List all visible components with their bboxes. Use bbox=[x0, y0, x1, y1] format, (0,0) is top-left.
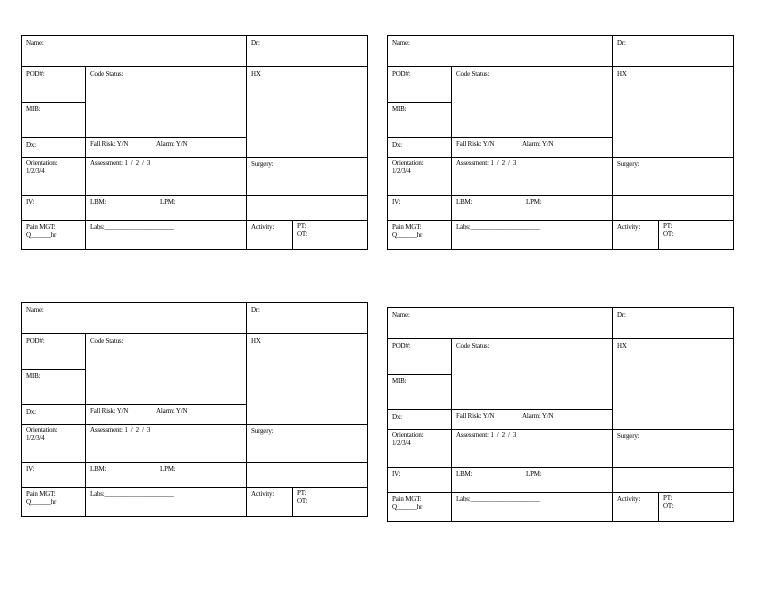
activity-label: Activity: bbox=[617, 495, 641, 503]
dx-label: Dx: bbox=[392, 413, 402, 421]
code-status-label: Code Status: bbox=[456, 70, 490, 78]
orientation-value: 1/2/3/4 bbox=[392, 439, 411, 447]
row-iv bbox=[22, 195, 367, 220]
patient-card bbox=[21, 302, 368, 517]
row-iv bbox=[388, 195, 733, 220]
row-pain bbox=[388, 220, 733, 249]
activity-label: Activity: bbox=[617, 223, 641, 231]
assessment-label: Assessment: 1 / 2 / 3 bbox=[456, 159, 517, 167]
row-name bbox=[22, 303, 367, 333]
hx-label: HX bbox=[617, 342, 627, 350]
pod-label: POD#: bbox=[392, 342, 411, 350]
surgery-label: Surgery: bbox=[617, 432, 640, 440]
orientation-value: 1/2/3/4 bbox=[26, 434, 45, 442]
hx-label: HX bbox=[617, 70, 627, 78]
mib-label: MIB: bbox=[26, 105, 41, 113]
fall-risk-label: Fall Risk: Y/N bbox=[456, 140, 495, 148]
pod-label: POD#: bbox=[392, 70, 411, 78]
orientation-label: Orientation: bbox=[26, 159, 58, 167]
dr-label: Dr: bbox=[617, 311, 626, 319]
fall-risk-label: Fall Risk: Y/N bbox=[456, 412, 495, 420]
pt-label: PT: bbox=[663, 494, 673, 502]
iv-label: IV: bbox=[392, 198, 401, 206]
row-pod-block bbox=[388, 66, 733, 157]
ot-label: OT: bbox=[297, 230, 308, 238]
lpm-label: LPM: bbox=[526, 198, 542, 206]
dr-label: Dr: bbox=[251, 306, 260, 314]
orientation-label: Orientation: bbox=[26, 426, 58, 434]
labs-field: Labs:_____________________ bbox=[90, 223, 174, 231]
name-label: Name: bbox=[26, 39, 44, 47]
pt-label: PT: bbox=[297, 489, 307, 497]
fall-risk-label: Fall Risk: Y/N bbox=[90, 407, 129, 415]
pain-q-field: Q______hr bbox=[26, 498, 57, 506]
assessment-label: Assessment: 1 / 2 / 3 bbox=[90, 426, 151, 434]
row-name bbox=[388, 36, 733, 66]
lbm-label: LBM: bbox=[90, 198, 107, 206]
pain-q-field: Q______hr bbox=[392, 231, 423, 239]
patient-card bbox=[21, 35, 368, 250]
activity-label: Activity: bbox=[251, 223, 275, 231]
hx-label: HX bbox=[251, 70, 261, 78]
lpm-label: LPM: bbox=[160, 465, 176, 473]
dx-label: Dx: bbox=[26, 141, 36, 149]
orientation-label: Orientation: bbox=[392, 431, 424, 439]
orientation-value: 1/2/3/4 bbox=[26, 167, 45, 175]
dr-label: Dr: bbox=[617, 39, 626, 47]
pt-label: PT: bbox=[663, 222, 673, 230]
labs-field: Labs:_____________________ bbox=[456, 223, 540, 231]
name-label: Name: bbox=[26, 306, 44, 314]
surgery-label: Surgery: bbox=[617, 160, 640, 168]
labs-field: Labs:_____________________ bbox=[90, 490, 174, 498]
row-iv bbox=[388, 467, 733, 492]
lbm-label: LBM: bbox=[456, 470, 473, 478]
lpm-label: LPM: bbox=[526, 470, 542, 478]
name-label: Name: bbox=[392, 39, 410, 47]
iv-label: IV: bbox=[392, 470, 401, 478]
alarm-label: Alarm: Y/N bbox=[522, 140, 554, 148]
dx-label: Dx: bbox=[26, 408, 36, 416]
pain-q-field: Q______hr bbox=[26, 231, 57, 239]
row-orientation bbox=[388, 429, 733, 467]
lpm-label: LPM: bbox=[160, 198, 176, 206]
iv-label: IV: bbox=[26, 465, 35, 473]
code-status-label: Code Status: bbox=[90, 337, 124, 345]
orientation-label: Orientation: bbox=[392, 159, 424, 167]
row-pain bbox=[22, 220, 367, 249]
row-pod-block bbox=[388, 338, 733, 429]
surgery-label: Surgery: bbox=[251, 427, 274, 435]
row-pain bbox=[388, 492, 733, 521]
hx-label: HX bbox=[251, 337, 261, 345]
alarm-label: Alarm: Y/N bbox=[156, 140, 188, 148]
lbm-label: LBM: bbox=[456, 198, 473, 206]
name-label: Name: bbox=[392, 311, 410, 319]
row-name bbox=[388, 308, 733, 338]
row-iv bbox=[22, 462, 367, 487]
pain-mgt-label: Pain MGT: bbox=[392, 223, 422, 231]
assessment-label: Assessment: 1 / 2 / 3 bbox=[90, 159, 151, 167]
activity-label: Activity: bbox=[251, 490, 275, 498]
alarm-label: Alarm: Y/N bbox=[156, 407, 188, 415]
pain-mgt-label: Pain MGT: bbox=[26, 223, 56, 231]
row-pain bbox=[22, 487, 367, 516]
code-status-label: Code Status: bbox=[456, 342, 490, 350]
dr-label: Dr: bbox=[251, 39, 260, 47]
code-status-label: Code Status: bbox=[90, 70, 124, 78]
row-name bbox=[22, 36, 367, 66]
assessment-label: Assessment: 1 / 2 / 3 bbox=[456, 431, 517, 439]
pain-mgt-label: Pain MGT: bbox=[26, 490, 56, 498]
pain-q-field: Q______hr bbox=[392, 503, 423, 511]
labs-field: Labs:_____________________ bbox=[456, 495, 540, 503]
row-pod-block bbox=[22, 66, 367, 157]
ot-label: OT: bbox=[297, 497, 308, 505]
mib-label: MIB: bbox=[392, 377, 407, 385]
row-orientation bbox=[388, 157, 733, 195]
patient-card bbox=[387, 35, 734, 250]
orientation-value: 1/2/3/4 bbox=[392, 167, 411, 175]
pod-label: POD#: bbox=[26, 70, 45, 78]
pain-mgt-label: Pain MGT: bbox=[392, 495, 422, 503]
row-orientation bbox=[22, 157, 367, 195]
pod-label: POD#: bbox=[26, 337, 45, 345]
alarm-label: Alarm: Y/N bbox=[522, 412, 554, 420]
patient-card bbox=[387, 307, 734, 522]
surgery-label: Surgery: bbox=[251, 160, 274, 168]
row-pod-block bbox=[22, 333, 367, 424]
dx-label: Dx: bbox=[392, 141, 402, 149]
mib-label: MIB: bbox=[26, 372, 41, 380]
pt-label: PT: bbox=[297, 222, 307, 230]
fall-risk-label: Fall Risk: Y/N bbox=[90, 140, 129, 148]
ot-label: OT: bbox=[663, 230, 674, 238]
ot-label: OT: bbox=[663, 502, 674, 510]
mib-label: MIB: bbox=[392, 105, 407, 113]
lbm-label: LBM: bbox=[90, 465, 107, 473]
iv-label: IV: bbox=[26, 198, 35, 206]
row-orientation bbox=[22, 424, 367, 462]
